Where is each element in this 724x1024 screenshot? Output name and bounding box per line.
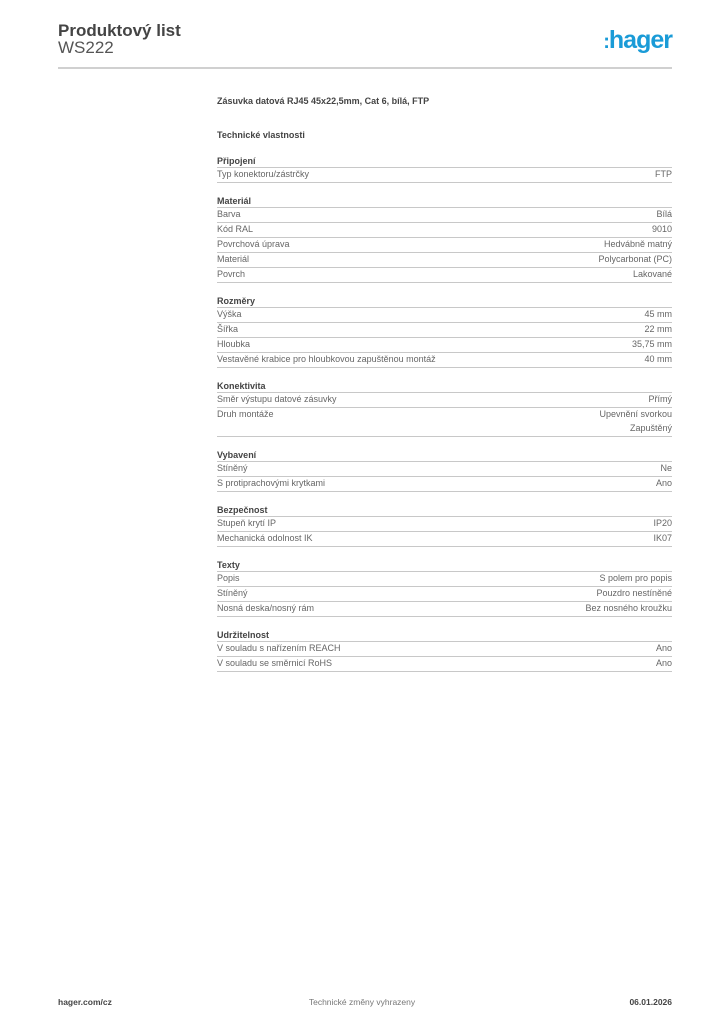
property-label: Výška bbox=[217, 309, 242, 319]
property-label: Stíněný bbox=[217, 462, 248, 473]
property-row bbox=[217, 223, 672, 238]
property-value bbox=[644, 353, 672, 367]
property-value-line: 45 mm bbox=[644, 309, 672, 319]
property-row bbox=[217, 353, 672, 368]
property-section bbox=[217, 294, 672, 368]
properties-table bbox=[217, 154, 672, 683]
page-title: Produktový list bbox=[58, 21, 181, 40]
property-row bbox=[217, 208, 672, 223]
property-value-line: Pouzdro nestíněné bbox=[596, 587, 672, 598]
property-label: Mechanická odolnost IK bbox=[217, 532, 313, 543]
section-title: Připojení bbox=[217, 154, 672, 168]
property-value bbox=[660, 462, 672, 476]
property-value-line: Ano bbox=[655, 657, 672, 668]
property-value-line: Upevnění svorkou bbox=[599, 409, 672, 419]
property-value-line: Bílá bbox=[656, 209, 672, 219]
property-row bbox=[217, 462, 672, 477]
footer-date: 06.01.2026 bbox=[629, 997, 672, 1007]
section-title: Texty bbox=[217, 558, 672, 572]
property-value-line: Ano bbox=[655, 477, 672, 488]
property-row bbox=[217, 532, 672, 547]
property-label: Povrch bbox=[217, 269, 246, 279]
property-value bbox=[632, 338, 672, 352]
property-row bbox=[217, 253, 672, 268]
property-row bbox=[217, 168, 672, 183]
section-title: Materiál bbox=[217, 194, 672, 208]
property-value bbox=[649, 393, 673, 407]
property-value-line: Bez nosného kroužku bbox=[585, 602, 672, 613]
section-title: Bezpečnost bbox=[217, 503, 672, 517]
property-value bbox=[633, 268, 672, 282]
property-value-line: 35,75 mm bbox=[631, 339, 672, 349]
section-title: Udržitelnost bbox=[217, 628, 672, 642]
property-value bbox=[656, 642, 672, 656]
property-value bbox=[598, 253, 672, 267]
property-value bbox=[599, 572, 672, 586]
property-row bbox=[217, 268, 672, 283]
property-value-line: Přímý bbox=[648, 394, 672, 404]
property-row bbox=[217, 408, 672, 437]
property-row bbox=[217, 338, 672, 353]
property-section bbox=[217, 194, 672, 283]
property-value bbox=[596, 587, 672, 601]
property-label: V souladu s nařízením REACH bbox=[217, 642, 341, 653]
property-value-line: 9010 bbox=[651, 224, 672, 234]
property-row bbox=[217, 477, 672, 492]
property-value bbox=[599, 408, 672, 435]
property-value bbox=[656, 208, 672, 222]
property-value bbox=[652, 223, 672, 237]
property-value bbox=[585, 602, 672, 616]
property-section bbox=[217, 154, 672, 183]
property-value-line: S polem pro popis bbox=[599, 572, 672, 583]
property-value-line: Hedvábně matný bbox=[603, 239, 672, 249]
property-value-line: Ano bbox=[655, 642, 672, 653]
property-label: Vestavěné krabice pro hloubkovou zapuštěnou montáž bbox=[217, 354, 436, 364]
property-label: S protiprachovými krytkami bbox=[217, 477, 326, 488]
property-label: Kód RAL bbox=[217, 224, 254, 234]
footer-note: Technické změny vyhrazeny bbox=[308, 997, 416, 1007]
property-row bbox=[217, 323, 672, 338]
property-row bbox=[217, 308, 672, 323]
property-row bbox=[217, 587, 672, 602]
property-row bbox=[217, 517, 672, 532]
property-row bbox=[217, 393, 672, 408]
property-value bbox=[604, 238, 672, 252]
property-value bbox=[656, 657, 672, 671]
property-value-line: Zapuštěný bbox=[629, 422, 672, 433]
property-value-line: FTP bbox=[655, 169, 672, 179]
property-label: Hloubka bbox=[217, 339, 251, 349]
header-divider bbox=[58, 67, 672, 69]
property-value-line: 40 mm bbox=[644, 354, 672, 364]
property-label: Materiál bbox=[217, 254, 250, 264]
property-label: Druh montáže bbox=[217, 409, 274, 419]
property-value-line: Polycarbonat (PC) bbox=[598, 254, 672, 264]
property-label: Povrchová úprava bbox=[217, 239, 290, 249]
property-label: Nosná deska/nosný rám bbox=[217, 602, 315, 613]
property-section bbox=[217, 628, 672, 672]
property-section bbox=[217, 503, 672, 547]
property-label: Šířka bbox=[217, 324, 239, 334]
property-label: Směr výstupu datové zásuvky bbox=[217, 394, 337, 404]
property-value bbox=[653, 532, 672, 546]
product-code: WS222 bbox=[58, 38, 114, 57]
property-row bbox=[217, 657, 672, 672]
property-label: Typ konektoru/zástrčky bbox=[217, 169, 310, 179]
property-label: Barva bbox=[217, 209, 241, 219]
property-value-line: 22 mm bbox=[644, 324, 672, 334]
property-value-line: IK07 bbox=[653, 532, 672, 543]
property-label: V souladu se směrnicí RoHS bbox=[217, 657, 333, 668]
product-description: Zásuvka datová RJ45 45x22,5mm, Cat 6, bílá, FTP bbox=[217, 96, 430, 106]
section-title: Rozměry bbox=[217, 294, 672, 308]
property-value bbox=[655, 168, 672, 182]
footer-website-link[interactable]: hager.com/cz bbox=[58, 997, 112, 1007]
property-value bbox=[653, 517, 672, 531]
property-value bbox=[644, 308, 672, 322]
property-section bbox=[217, 448, 672, 492]
property-row bbox=[217, 238, 672, 253]
property-label: Stupeň krytí IP bbox=[217, 517, 277, 528]
section-title: Vybavení bbox=[217, 448, 672, 462]
property-label: Popis bbox=[217, 572, 240, 583]
property-value bbox=[656, 477, 672, 491]
property-label: Stíněný bbox=[217, 587, 248, 598]
property-section bbox=[217, 558, 672, 617]
property-value-line: Ne bbox=[660, 462, 672, 473]
property-row bbox=[217, 572, 672, 587]
property-row bbox=[217, 642, 672, 657]
section-heading: Technické vlastnosti bbox=[217, 130, 305, 140]
section-title: Konektivita bbox=[217, 379, 672, 393]
property-section bbox=[217, 379, 672, 437]
property-value-line: Lakované bbox=[632, 269, 672, 279]
property-value bbox=[644, 323, 672, 337]
property-value-line: IP20 bbox=[653, 517, 672, 528]
property-row bbox=[217, 602, 672, 617]
hager-logo: :hager bbox=[603, 26, 672, 54]
